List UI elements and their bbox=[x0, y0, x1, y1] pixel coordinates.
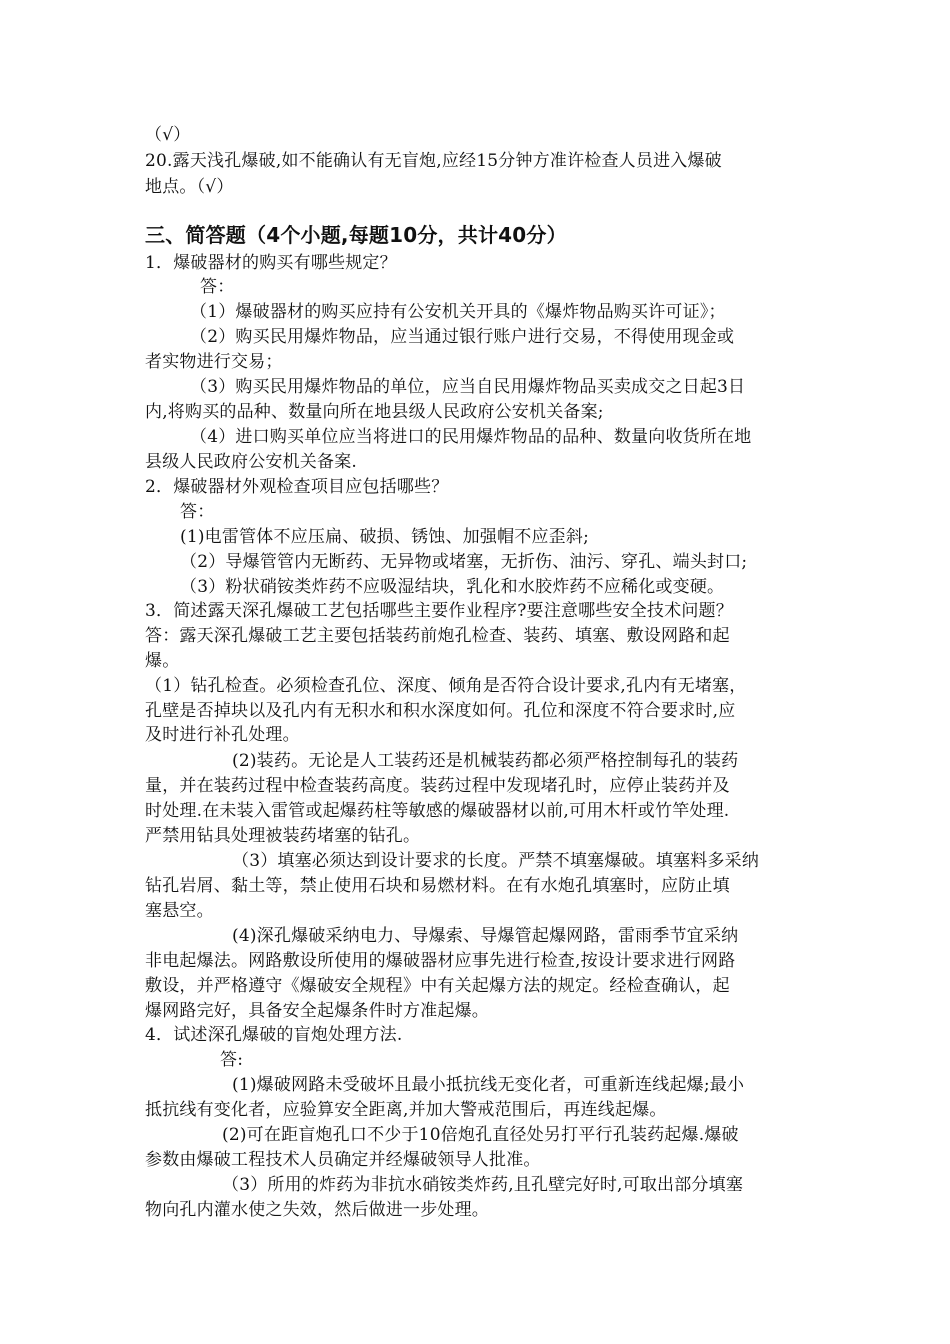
text-line: 爆。 bbox=[145, 651, 180, 671]
text-line: 敷设，并严格遵守《爆破安全规程》中有关起爆方法的规定。经检查确认，起 bbox=[145, 976, 730, 996]
text-line: （√） bbox=[145, 125, 191, 145]
text-line: (2)装药。无论是人工装药还是机械装药都必须严格控制每孔的装药 bbox=[232, 751, 739, 771]
text-line: （1）钻孔检查。必须检查孔位、深度、倾角是否符合设计要求,孔内有无堵塞， bbox=[145, 676, 747, 696]
answer-label: 答: bbox=[220, 1050, 244, 1070]
section-heading: 三、简答题（4个小题,每题10分，共计40分） bbox=[145, 223, 567, 247]
text-line: 爆网路完好，具备安全起爆条件时方准起爆。 bbox=[145, 1001, 489, 1021]
answer-label: 答： bbox=[180, 502, 215, 522]
text-line: 县级人民政府公安机关备案. bbox=[145, 452, 358, 472]
text-line: 量，并在装药过程中检查装药高度。装药过程中发现堵孔时，应停止装药并及 bbox=[145, 776, 730, 796]
text-line: 答：露天深孔爆破工艺主要包括装药前炮孔检查、装药、填塞、敷设网路和起 bbox=[145, 626, 730, 646]
text-line: 时处理.在未装入雷管或起爆药柱等敏感的爆破器材以前,可用木杆或竹竿处理. bbox=[145, 801, 730, 821]
text-line: （3）所用的炸药为非抗水硝铵类炸药,且孔壁完好时,可取出部分填塞 bbox=[222, 1175, 744, 1195]
question-1: 1．爆破器材的购买有哪些规定？ bbox=[145, 253, 397, 273]
text-line: 抵抗线有变化者，应验算安全距离,并加大警戒范围后，再连线起爆。 bbox=[145, 1100, 667, 1120]
text-line: 孔壁是否掉块以及孔内有无积水和积水深度如何。孔位和深度不符合要求时,应 bbox=[145, 701, 736, 721]
text-line: 者实物进行交易； bbox=[145, 352, 283, 372]
text-line: （1）爆破器材的购买应持有公安机关开具的《爆炸物品购买许可证》； bbox=[190, 302, 726, 322]
text-line: （4）进口购买单位应当将进口的民用爆炸物品的品种、数量向收货所在地 bbox=[190, 427, 752, 447]
text-line: （2）购买民用爆炸物品，应当通过银行账户进行交易，不得使用现金或 bbox=[190, 327, 735, 347]
text-line: (1)爆破网路未受破坏且最小抵抗线无变化者，可重新连线起爆;最小 bbox=[232, 1075, 745, 1095]
text-line: (1)电雷管体不应压扁、破损、锈蚀、加强帽不应歪斜; bbox=[180, 527, 590, 547]
question-2: 2．爆破器材外观检查项目应包括哪些？ bbox=[145, 477, 449, 497]
text-line: (2)可在距盲炮孔口不少于10倍炮孔直径处另打平行孔装药起爆.爆破 bbox=[222, 1125, 739, 1145]
text-line: 塞悬空。 bbox=[145, 901, 214, 921]
text-line: 及时进行补孔处理。 bbox=[145, 725, 300, 745]
text-line: 地点。（√） bbox=[145, 177, 234, 197]
text-line: 严禁用钻具处理被装药堵塞的钻孔。 bbox=[145, 826, 421, 846]
answer-label: 答： bbox=[200, 277, 235, 297]
text-line: 非电起爆法。网路敷设所使用的爆破器材应事先进行检查,按设计要求进行网路 bbox=[145, 951, 736, 971]
text-line: 钻孔岩屑、黏土等，禁止使用石块和易燃材料。在有水炮孔填塞时，应防止填 bbox=[145, 876, 730, 896]
text-line: (4)深孔爆破采纳电力、导爆索、导爆管起爆网路，雷雨季节宜采纳 bbox=[232, 926, 739, 946]
text-line: 参数由爆破工程技术人员确定并经爆破领导人批准。 bbox=[145, 1150, 541, 1170]
question-3: 3．简述露天深孔爆破工艺包括哪些主要作业程序?要注意哪些安全技术问题？ bbox=[145, 601, 733, 621]
text-line: （3）粉状硝铵类炸药不应吸湿结块，乳化和水胶炸药不应稀化或变硬。 bbox=[180, 577, 725, 597]
text-line: 内,将购买的品种、数量向所在地县级人民政府公安机关备案; bbox=[145, 402, 604, 422]
text-line: 20.露天浅孔爆破,如不能确认有无盲炮,应经15分钟方准许检查人员进入爆破 bbox=[145, 151, 722, 171]
text-line: 物向孔内灌水使之失效，然后做进一步处理。 bbox=[145, 1200, 489, 1220]
text-line: （3）填塞必须达到设计要求的长度。严禁不填塞爆破。填塞料多采纳 bbox=[232, 851, 760, 871]
text-line: （3）购买民用爆炸物品的单位，应当自民用爆炸物品买卖成交之日起3日 bbox=[190, 377, 746, 397]
question-4: 4．试述深孔爆破的盲炮处理方法. bbox=[145, 1025, 403, 1045]
text-line: （2）导爆管管内无断药、无异物或堵塞，无折伤、油污、穿孔、端头封口; bbox=[180, 552, 748, 572]
